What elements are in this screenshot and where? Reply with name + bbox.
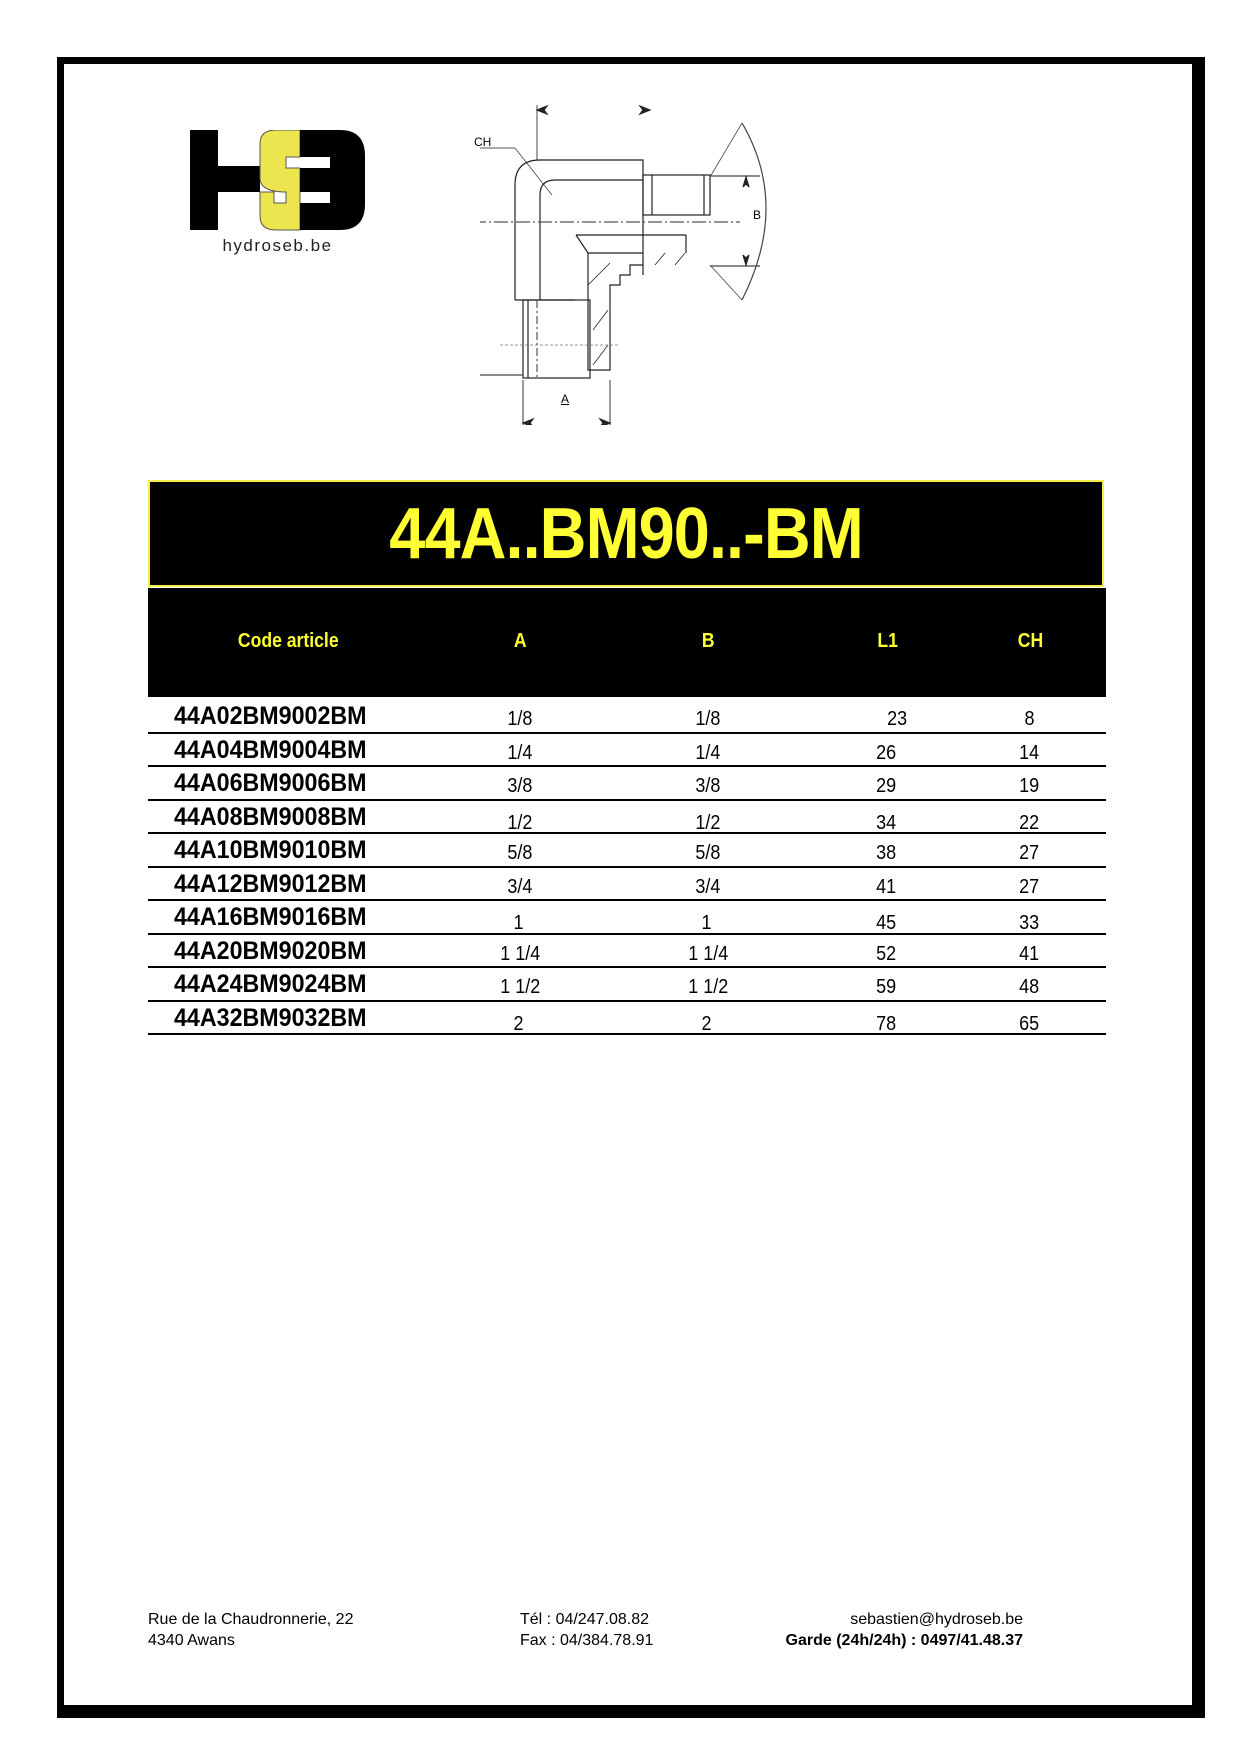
header-code-article: Code article [237,630,339,652]
product-title: 44A..BM90..-BM [389,493,863,574]
header-a: A [513,630,527,652]
address-line-1: Rue de la Chaudronnerie, 22 [148,1611,354,1628]
table-row [148,868,1106,902]
cell-code: 44A20BM9020BM [174,936,367,965]
diagram-label-ch: CH [474,135,492,149]
table-row [148,734,1106,768]
hydroseb-logo [190,130,365,265]
cell-ch: 41 [1019,942,1040,965]
tel: Tél : 04/247.08.82 [520,1611,649,1628]
cell-l1: 23 [887,708,908,730]
cell-code: 44A08BM9008BM [174,802,367,831]
cell-b: 1/2 [695,811,721,834]
cell-ch: 65 [1019,1012,1040,1035]
cell-a: 1/4 [507,741,533,764]
footer-address [148,1609,353,1651]
cell-l1: 59 [876,976,897,998]
product-title-box [148,480,1104,587]
fax: Fax : 04/384.78.91 [520,1632,654,1649]
column-divider [596,588,598,592]
cell-code: 44A04BM9004BM [174,735,367,764]
cell-b: 2 [701,1012,712,1035]
cell-b: 1/4 [695,741,721,764]
footer-contact [786,1609,1023,1651]
elbow-fitting-diagram [474,105,860,425]
cell-a: 1/8 [507,708,533,730]
cell-a: 1/2 [507,811,533,834]
cell-a: 3/4 [507,875,533,898]
cell-a: 1 1/4 [500,942,541,965]
email-link[interactable]: sebastien@hydroseb.be [850,1611,1023,1628]
cell-ch: 48 [1019,976,1040,998]
cell-b: 1 1/4 [688,942,729,965]
table-row [148,834,1106,868]
cell-b: 3/8 [695,775,721,797]
table-row [148,901,1106,935]
cell-l1: 52 [876,942,897,965]
cell-ch: 27 [1019,842,1040,864]
cell-ch: 27 [1019,875,1040,898]
cell-ch: 19 [1019,775,1040,797]
cell-b: 1 [701,912,712,934]
cell-l1: 45 [876,912,897,934]
header-b: B [701,630,715,652]
cell-a: 5/8 [507,842,533,864]
cell-code: 44A06BM9006BM [174,769,367,797]
hs-logo-icon [190,130,365,235]
cell-code: 44A10BM9010BM [174,836,367,864]
cell-ch: 22 [1019,811,1040,834]
table-row [148,968,1106,1002]
cell-b: 5/8 [695,842,721,864]
footer-phone [520,1609,653,1651]
column-divider [803,588,805,592]
garde-phone: Garde (24h/24h) : 0497/41.48.37 [785,1632,1023,1649]
table-body [148,700,1106,1035]
cell-b: 3/4 [695,875,721,898]
cell-a: 1 [513,912,524,934]
cell-l1: 26 [876,741,897,764]
table-row [148,767,1106,801]
cell-b: 1/8 [695,708,721,730]
cell-code: 44A12BM9012BM [174,869,367,898]
cell-l1: 34 [876,811,897,834]
table-row [148,935,1106,969]
column-divider [441,588,443,592]
cell-l1: 78 [876,1012,897,1035]
address-line-2: 4340 Awans [148,1632,235,1649]
cell-ch: 33 [1019,912,1040,934]
cell-a: 2 [513,1012,524,1035]
cell-l1: 38 [876,842,897,864]
cell-code: 44A24BM9024BM [174,970,367,998]
cell-code: 44A02BM9002BM [174,702,367,730]
table-row [148,801,1106,835]
cell-l1: 41 [876,875,897,898]
logo-site-text: hydroseb.be [222,236,333,255]
cell-ch: 14 [1019,741,1040,764]
cell-code: 44A32BM9032BM [174,1003,367,1032]
header-l1: L1 [877,630,898,652]
cell-l1: 29 [876,775,897,797]
table-header [148,588,1106,697]
header-ch: CH [1017,630,1044,652]
diagram-label-b: B [753,208,762,222]
table-row [148,1002,1106,1036]
cell-code: 44A16BM9016BM [174,903,367,931]
diagram-label-a: A [561,392,570,406]
column-divider [937,588,939,592]
cell-a: 3/8 [507,775,533,797]
cell-a: 1 1/2 [500,976,541,998]
cell-ch: 8 [1024,708,1035,730]
table-row [148,700,1106,734]
cell-b: 1 1/2 [688,976,729,998]
